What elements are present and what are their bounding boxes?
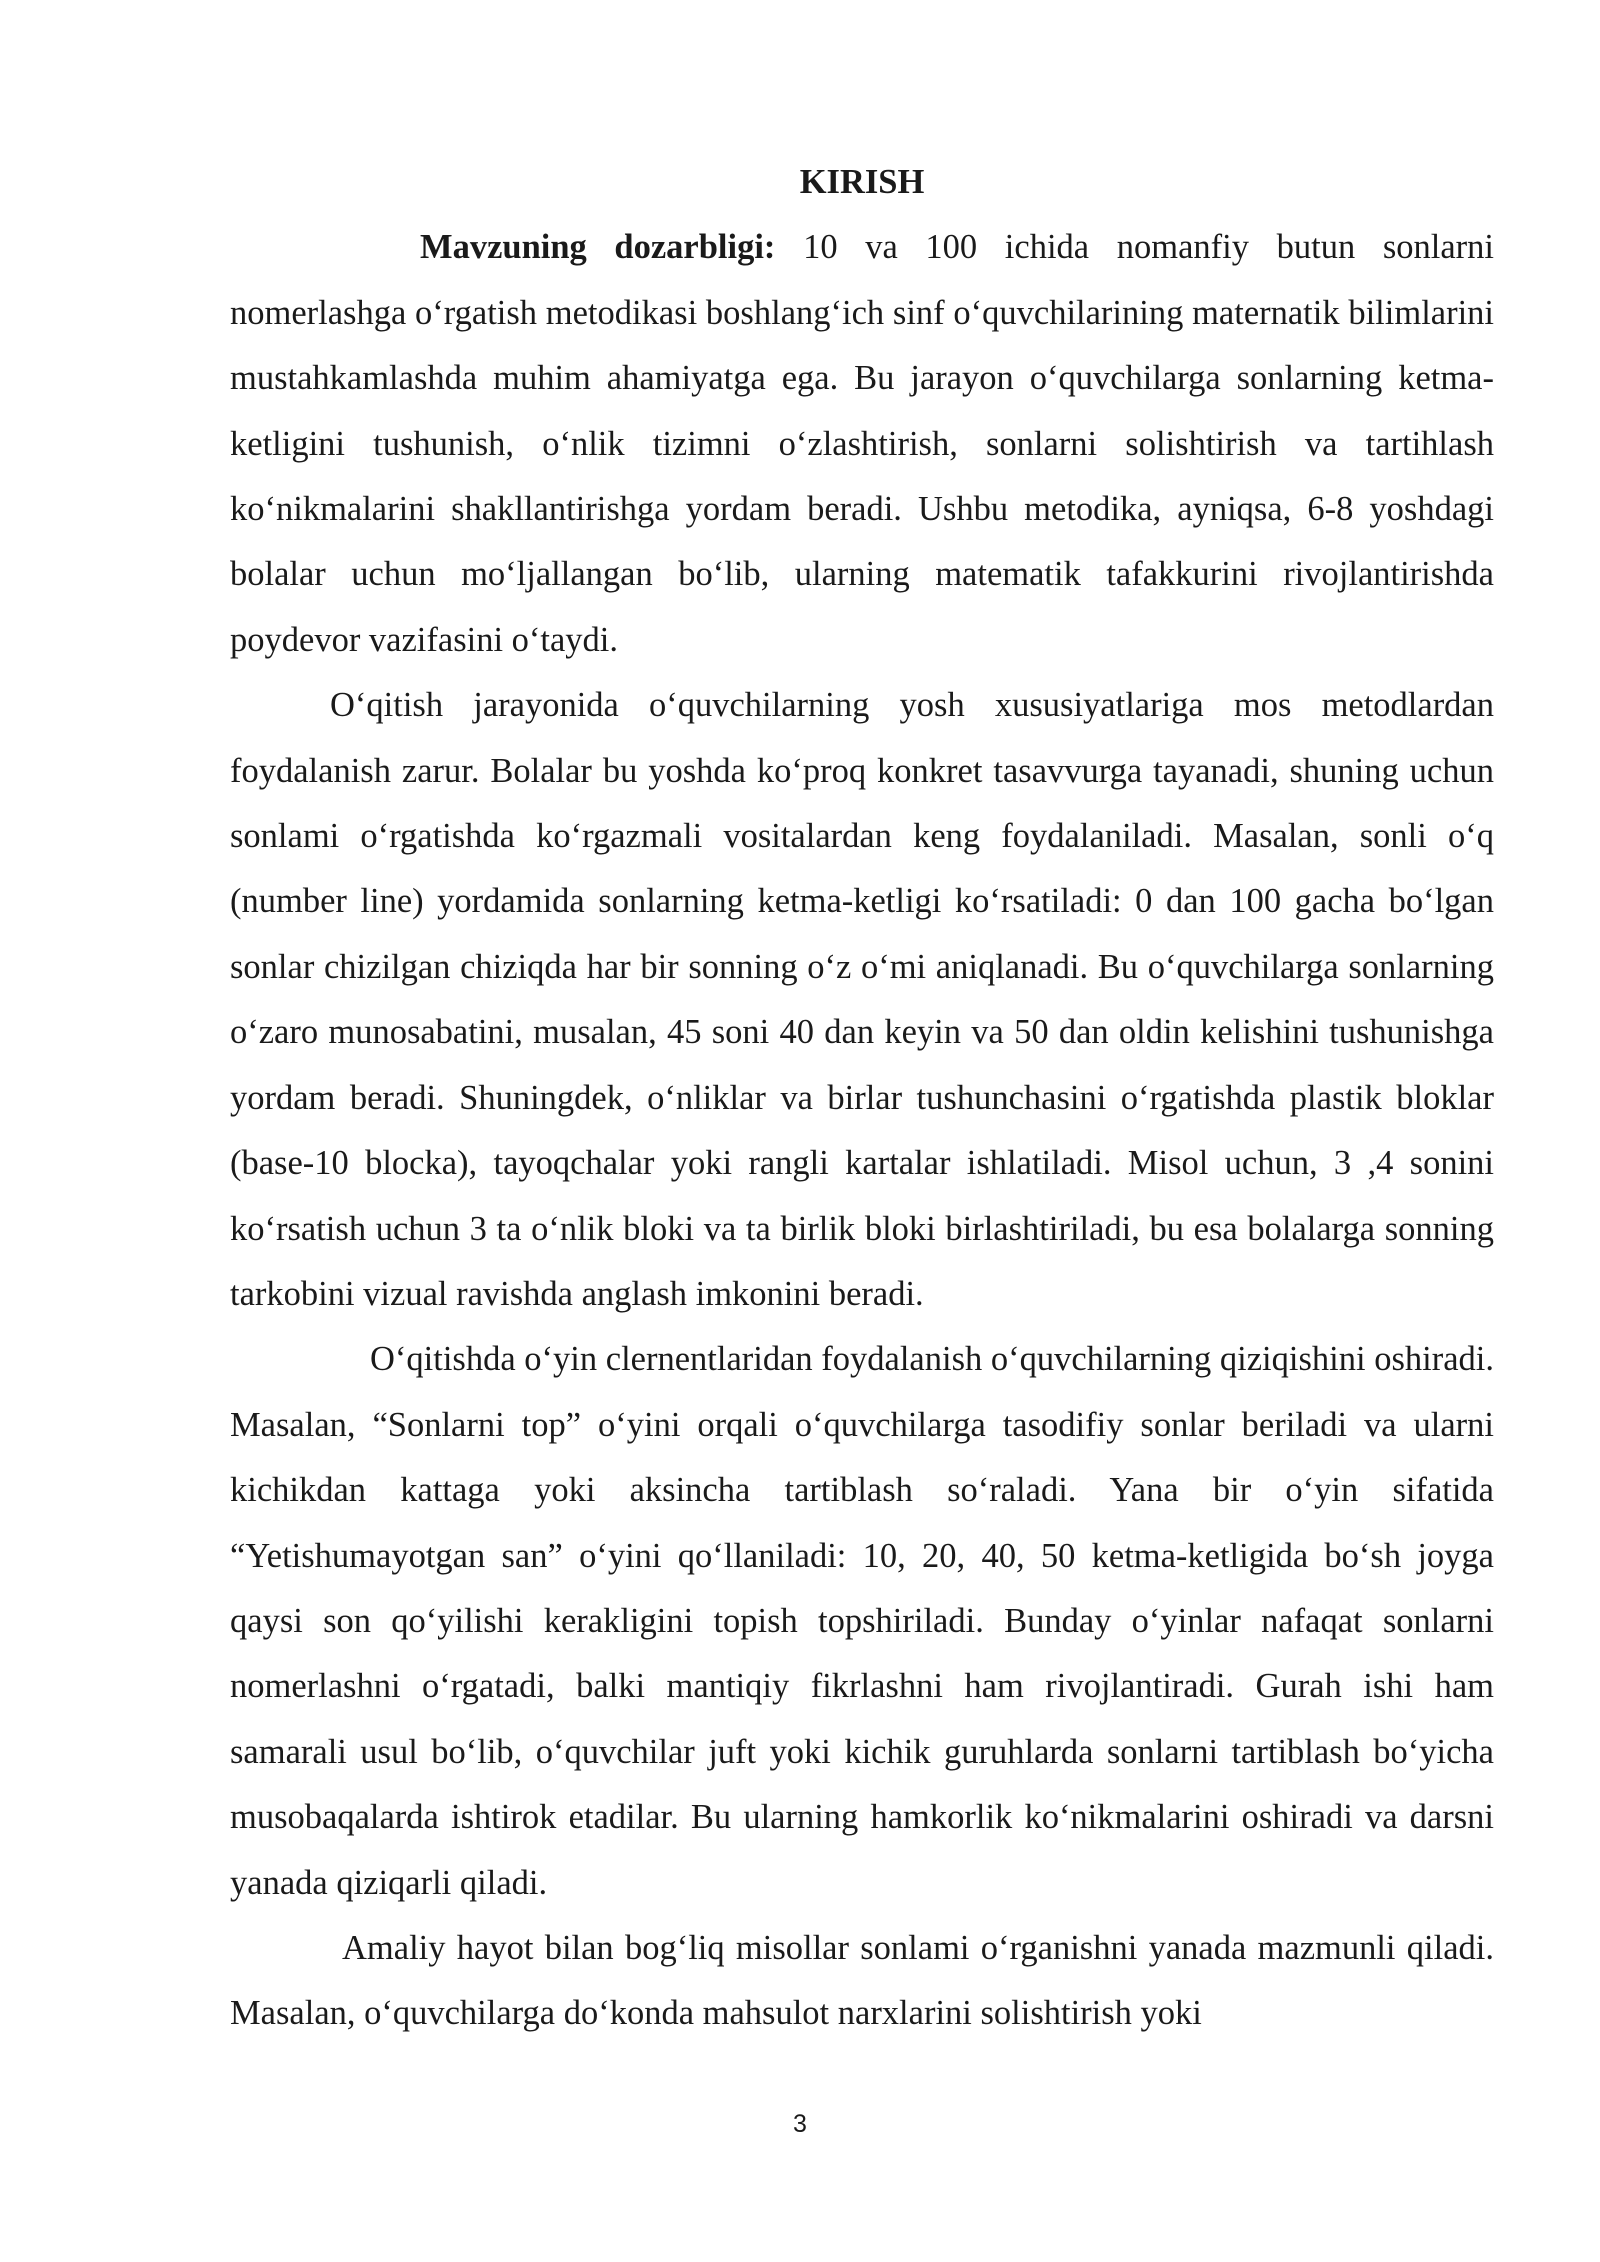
paragraph-1: [230, 215, 1494, 673]
paragraph-3: O‘qitishda o‘yin clernentlaridan foydalanish o‘quvchilarning qiziqishini oshiradi. Masalan, “Sonlarni top” o‘yini orqali o‘quvchilarga tasodifiy sonlar beriladi va ularni kichikdan kattaga yoki aksincha tartiblash so‘raladi. Yana bir o‘yin sifatida “Yetishumayotgan san” o‘yini qo‘llaniladi: 10, 20, 40, 50 ketma-ketligida bo‘sh joyga qaysi son qo‘yilishi kerakligini topish topshiriladi. Bunday o‘yinlar nafaqat sonlarni nomerlashni o‘rgatadi, balki mantiqiy fikrlashni ham rivojlantiradi. Gurah ishi ham samarali usul bo‘lib, o‘quvchilar juft yoki kichik guruhlarda sonlarni tartiblash bo‘yicha musobaqalarda ishtirok etadilar. Bu ularning hamkorlik ko‘nikmalarini oshiradi va darsni yanada qiziqarli qiladi.: [230, 1340, 1494, 1902]
page-content: [230, 150, 1494, 2047]
paragraph-1-text: 10 va 100 ichida nomanfiy butun sonlarni nomerlashga o‘rgatish metodikasi boshlang‘ich sinf o‘quvchilarining maternatik bilimlarini mustahkamlashda muhim ahamiyatga ega. Bu jarayon o‘quvchilarga sonlarning ketma-ketligini tushunish, o‘nlik tizimni o‘zlashtirish, sonlarni solishtirish va tartihlash ko‘nikmalarini shakllantirishga yordam beradi. Ushbu metodika, ayniqsa, 6-8 yoshdagi bolalar uchun mo‘ljallangan bo‘lib, ularning matematik tafakkurini rivojlantirishda poydevor vazifasini o‘taydi.: [230, 228, 1494, 659]
paragraph-4: Amaliy hayot bilan bog‘liq misollar sonlami o‘rganishni yanada mazmunli qiladi. Masalan, o‘quvchilarga do‘konda mahsulot narxlarini solishtirish yoki: [230, 1928, 1494, 2033]
page-number: 3: [793, 2110, 807, 2138]
page-title: KIRISH: [799, 163, 925, 201]
paragraph-2: O‘qitish jarayonida o‘quvchilarning yosh xususiyatlariga mos metodlardan foydalanish zarur. Bolalar bu yoshda ko‘proq konkret tasavvurga tayanadi, shuning uchun sonlami o‘rgatishda ko‘rgazmali vositalardan keng foydalaniladi. Masalan, sonli o‘q (number line) yordamida sonlarning ketma-ketligi ko‘rsatiladi: 0 dan 100 gacha bo‘lgan sonlar chizilgan chiziqda har bir sonning o‘z o‘mi aniqlanadi. Bu o‘quvchilarga sonlarning o‘zaro munosabatini, musalan, 45 soni 40 dan keyin va 50 dan oldin kelishini tushunishga yordam beradi. Shuningdek, o‘nliklar va birlar tushunchasini o‘rgatishda plastik bloklar (base-10 blocka), tayoqchalar yoki rangli kartalar ishlatiladi. Misol uchun, 3 ,4 sonini ko‘rsatish uchun 3 ta o‘nlik bloki va ta birlik bloki birlashtiriladi, bu esa bolalarga sonning tarkobini vizual ravishda anglash imkonini beradi.: [230, 686, 1494, 1313]
lead-label: Mavzuning dozarbligi:: [420, 228, 776, 267]
